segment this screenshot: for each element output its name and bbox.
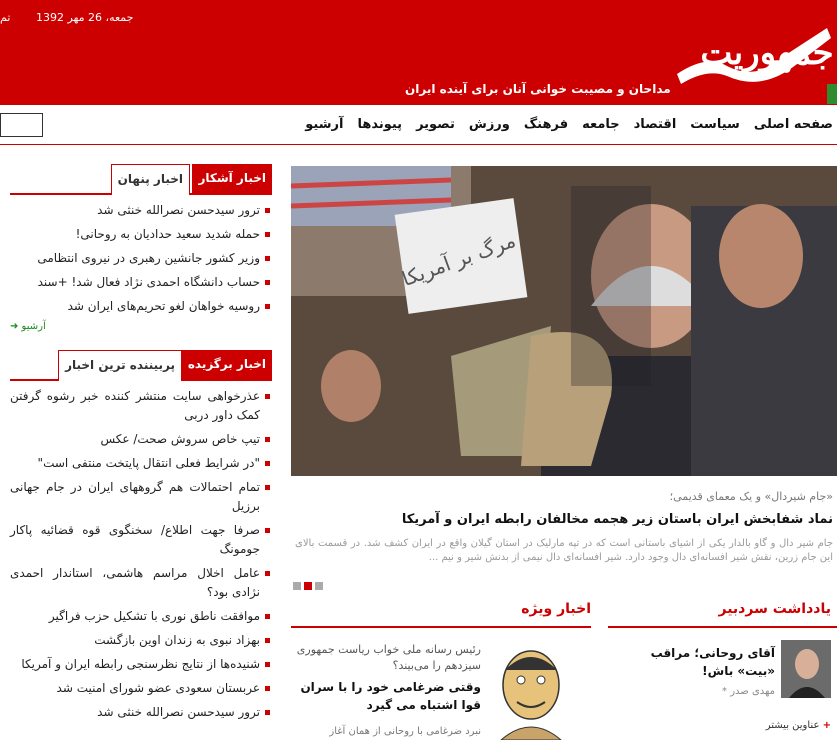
nav-item-culture[interactable]: فرهنگ: [523, 117, 569, 132]
plus-icon: +: [822, 720, 831, 731]
list-item[interactable]: ترور سیدحسن نصرالله خنثی شد: [10, 201, 272, 220]
hero-photo[interactable]: [291, 166, 837, 476]
list-item[interactable]: وزیر کشور جانشین رهبری در نیروی انتظامی: [10, 249, 272, 268]
nav-item-politics[interactable]: سیاست: [690, 117, 740, 132]
box1-list: [0, 201, 272, 316]
editorial-heading: یادداشت سردبیر: [718, 601, 831, 617]
special-heading: اخبار ویژه: [521, 601, 591, 617]
hero-title[interactable]: نماد شفابخش ایران باستان زیر هجمه مخالفان رابطه ایران و آمریکا: [401, 512, 833, 527]
list-item[interactable]: روسیه خواهان لغو تحریم‌های ایران شد: [10, 297, 272, 316]
editorial-underline: [608, 626, 837, 628]
nav-item-photo[interactable]: تصویر: [416, 117, 455, 132]
list-item[interactable]: "در شرایط فعلی انتقال پایتخت منتفی است": [10, 454, 272, 473]
main-nav: [0, 105, 837, 145]
editorial-title[interactable]: آقای روحانی؛ مراقب «بیت» باش!: [650, 646, 775, 678]
header-tagline[interactable]: مداحان و مصیبت خوانی آنان برای آینده ایران: [405, 82, 671, 96]
hero-subtitle: «جام شیردال» و یک معمای قدیمی؛: [669, 490, 833, 503]
editor-photo[interactable]: [781, 640, 831, 698]
nav-item-home[interactable]: صفحه اصلی: [753, 117, 833, 132]
more-headlines-link[interactable]: [766, 720, 831, 731]
box1-tabs: [10, 160, 272, 195]
box2-tabs: [10, 346, 272, 381]
special-body: نبرد ضرغامی با روحانی از همان آغاز: [329, 726, 481, 737]
nav-item-links[interactable]: پیوندها: [357, 117, 403, 132]
list-item[interactable]: عربستان سعودی عضو شورای امنیت شد: [10, 679, 272, 698]
special-underline: [291, 626, 591, 628]
header-green-accent: [827, 84, 837, 104]
nav-item-sport[interactable]: ورزش: [468, 117, 510, 132]
list-item[interactable]: صرفا جهت اطلاع/ سخنگوی قوه قضائیه پاکار جومونگ: [10, 521, 272, 559]
list-item[interactable]: عامل اخلال مراسم هاشمی، استاندار احمدی نژادی بود؟: [10, 564, 272, 602]
left-column: [0, 160, 272, 727]
box2-list: [0, 387, 272, 722]
list-item[interactable]: ترور سیدحسن نصرالله خنثی شد: [10, 703, 272, 722]
list-item[interactable]: تیپ خاص سروش صحت/ عکس: [10, 430, 272, 449]
list-item[interactable]: حمله شدید سعید حدادیان به روحانی!: [10, 225, 272, 244]
list-item[interactable]: تمام احتمالات هم گروههای ایران در جام جهانی برزیل: [10, 478, 272, 516]
special-subtitle: رئیس رسانه ملی خواب ریاست جمهوری سیزدهم را می‌بیند؟: [296, 643, 481, 672]
cartoon-image[interactable]: [471, 640, 586, 740]
editorial-author: مهدی صدر *: [722, 686, 775, 697]
tab-most-viewed[interactable]: پربیننده ترین اخبار: [58, 350, 182, 381]
search-input[interactable]: [0, 113, 43, 137]
main-column: [291, 166, 837, 565]
header-date: جمعه، 26 مهر 1392: [36, 11, 134, 24]
site-logo-text: جمهوریت: [700, 33, 834, 73]
archive-link[interactable]: آرشیو ➜: [10, 321, 46, 332]
tab-open-news[interactable]: اخبار آشکار: [192, 164, 272, 195]
slider-dots: [293, 582, 323, 590]
hero-sign-text: مرگ بر آمریکا: [398, 227, 519, 292]
special-title[interactable]: وقتی ضرغامی خود را با سران قوا اشتباه می گیرد: [300, 680, 481, 712]
list-item[interactable]: بهزاد نبوی به زندان اوین بازگشت: [10, 631, 272, 650]
slider-dot[interactable]: [315, 582, 323, 590]
nav-item-society[interactable]: جامعه: [582, 117, 620, 132]
tab-hidden-news[interactable]: اخبار پنهان: [111, 164, 190, 195]
slider-dot-active[interactable]: [304, 582, 312, 590]
header-banner: [0, 0, 837, 105]
site-logo[interactable]: [667, 14, 837, 94]
nav-item-archive[interactable]: آرشیو: [305, 117, 344, 132]
list-item[interactable]: حساب دانشگاه احمدی نژاد فعال شد! +سند: [10, 273, 272, 292]
tab-selected-news[interactable]: اخبار برگزیده: [182, 350, 272, 381]
list-item[interactable]: شنیده‌ها از نتایج نظرسنجی رابطه ایران و آمریکا: [10, 655, 272, 674]
slider-dot[interactable]: [293, 582, 301, 590]
list-item[interactable]: موافقت ناطق نوری با تشکیل حزب فراگیر: [10, 607, 272, 626]
more-headlines-label: عناوین بیشتر: [765, 720, 820, 731]
nav-list: [291, 117, 833, 132]
hero-body: جام شیر دال و گاو بالدار یکی از اشیای باستانی است که در تپه مارلیک در استان گیلان واقع در ایران کشف شد. در قسمت بالای این جام زرین، نقش شیر افسانه‌ای دال وجود دارد. شیر افسانه‌ای دال نیمی از بدنش شیر و نیم ...: [295, 538, 833, 563]
list-item[interactable]: عذرخواهی سایت منتشر کننده خبر رشوه گرفتن کمک داور دربی: [10, 387, 272, 425]
header-edge-text: تم: [0, 11, 11, 24]
nav-item-economy[interactable]: اقتصاد: [633, 117, 677, 132]
